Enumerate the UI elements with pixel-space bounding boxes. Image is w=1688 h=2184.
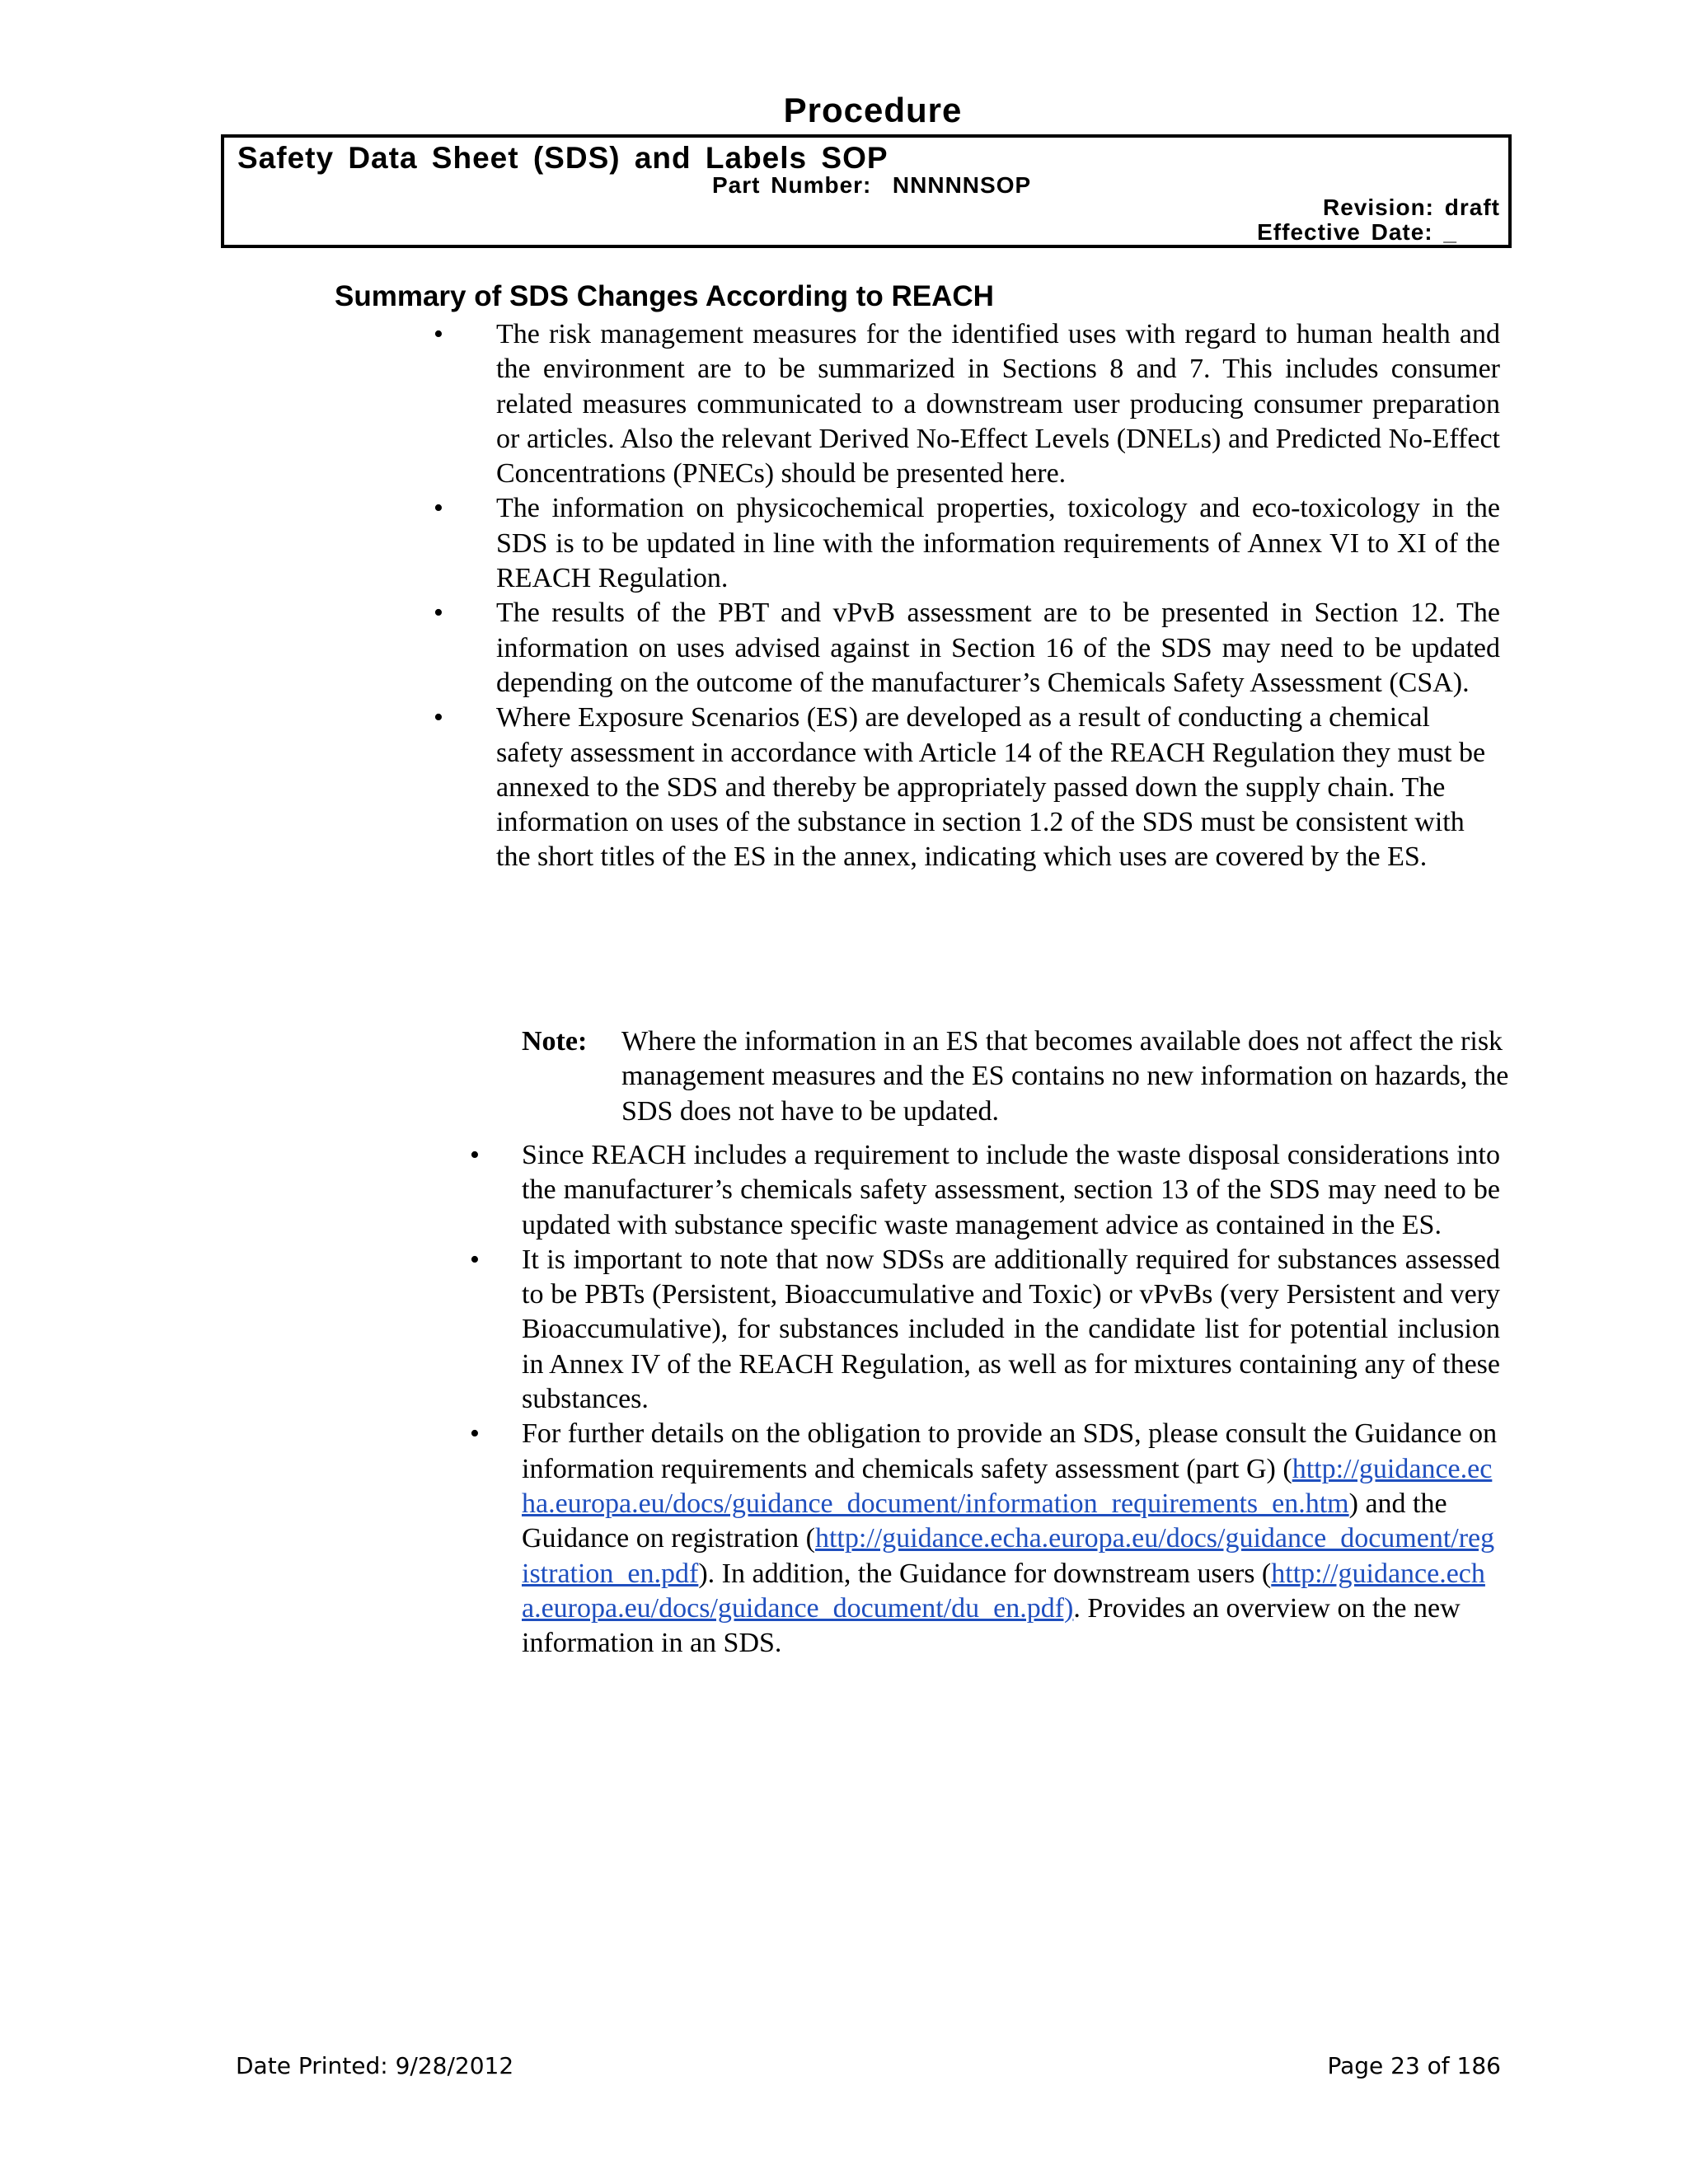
bullet-icon: • (434, 598, 443, 629)
document-header-box (221, 134, 1512, 248)
list-item-text: The results of the PBT and vPvB assessment are to be presented in Section 12. The information on uses advised against in Section 16 of the SDS may need to be updated depending on the outcome of the manufacturer’s Chemicals Safety Assessment (CSA). (496, 598, 1500, 698)
list-item-text: For further details on the obligation to provide an SDS, please consult the Guidance on information requirements and chemicals safety assessment (part G) ( (522, 1418, 1498, 1484)
list-item-text: Where Exposure Scenarios (ES) are developed as a result of conducting a chemical safety assessment in accordance with Article 14 of the REACH Regulation they must be annexed to the SDS and thereby be appropriately passed down the supply chain. The information on uses of the substance in section 1.2 of the SDS must be consistent with the short titles of the ES in the annex, indicating which uses are covered by the ES. (496, 702, 1486, 873)
document-title: Safety Data Sheet (SDS) and Labels SOP (237, 141, 889, 175)
part-number: Part Number: NNNNNSOP (712, 172, 1032, 198)
list-item (434, 317, 1500, 491)
list-item-text: . Provides an overview on the new information in an SDS. (522, 1592, 1461, 1659)
bullet-list-main (434, 317, 1500, 875)
list-item (434, 701, 1500, 874)
bullet-icon: • (434, 702, 443, 733)
section-heading: Summary of SDS Changes According to REACH (335, 280, 994, 312)
bullet-icon: • (434, 493, 443, 524)
list-item (470, 1138, 1500, 1243)
bullet-icon: • (470, 1244, 480, 1275)
list-item-text: The risk management measures for the identified uses with regard to human health and the environment are to be summarized in Sections 8 and 7. This includes consumer related measures communicated to a downstream user producing consumer preparation or articles. Also the relevant Derived No-Effect Levels (DNELs) and Predicted No-Effect Concentrations (PNECs) should be presented here. (496, 319, 1500, 490)
revision: Revision: draft (1322, 194, 1500, 220)
list-item (470, 1417, 1500, 1661)
list-item (434, 596, 1500, 701)
effective-date: Effective Date: _ (1257, 219, 1457, 245)
guidance-information-requirements-link[interactable]: http://guidance.echa.europa.eu/docs/guidance_document/information_requirements_en.htm (522, 1453, 1493, 1519)
bullet-icon: • (470, 1140, 480, 1170)
page-number: Page 23 of 186 (1327, 2052, 1501, 2079)
bullet-icon: • (470, 1418, 480, 1450)
guidance-downstream-users-link[interactable]: http://guidance.echa.europa.eu/docs/guidance_document/du_en.pdf) (522, 1558, 1485, 1624)
note-text: Where the information in an ES that becomes available does not affect the risk management measures and the ES contains no new information on hazards, the SDS does not have to be updated. (621, 1026, 1509, 1127)
bullet-list-secondary (470, 1138, 1500, 1661)
page-title: Procedure (783, 91, 963, 129)
list-item-text: Since REACH includes a requirement to include the waste disposal considerations into the manufacturer’s chemicals safety assessment, section 13 of the SDS may need to be updated with substance specific waste management advice as contained in the ES. (522, 1140, 1500, 1240)
guidance-registration-link[interactable]: http://guidance.echa.europa.eu/docs/guidance_document/registration_en.pdf (522, 1523, 1495, 1589)
bullet-icon: • (434, 319, 443, 349)
list-item-text: The information on physicochemical properties, toxicology and eco-toxicology in the SDS is to be updated in line with the information requirements of Annex VI to XI of the REACH Regulation. (496, 493, 1500, 594)
list-item-text: ). In addition, the Guidance for downstream users ( (698, 1558, 1272, 1589)
list-item (434, 491, 1500, 596)
list-item (470, 1243, 1500, 1417)
list-item-text: ) and the Guidance on registration ( (522, 1488, 1447, 1554)
list-item-text: It is important to note that now SDSs are additionally required for substances assessed to be PBTs (Persistent, Bioaccumulative and Toxic) or vPvBs (very Persistent and very Bioaccumulative), for substances included in the candidate list for potential inclusion in Annex IV of the REACH Regulation, as well as for mixtures containing any of these substances. (522, 1244, 1500, 1415)
date-printed: Date Printed: 9/28/2012 (236, 2052, 514, 2079)
note-label: Note: (522, 1026, 588, 1057)
